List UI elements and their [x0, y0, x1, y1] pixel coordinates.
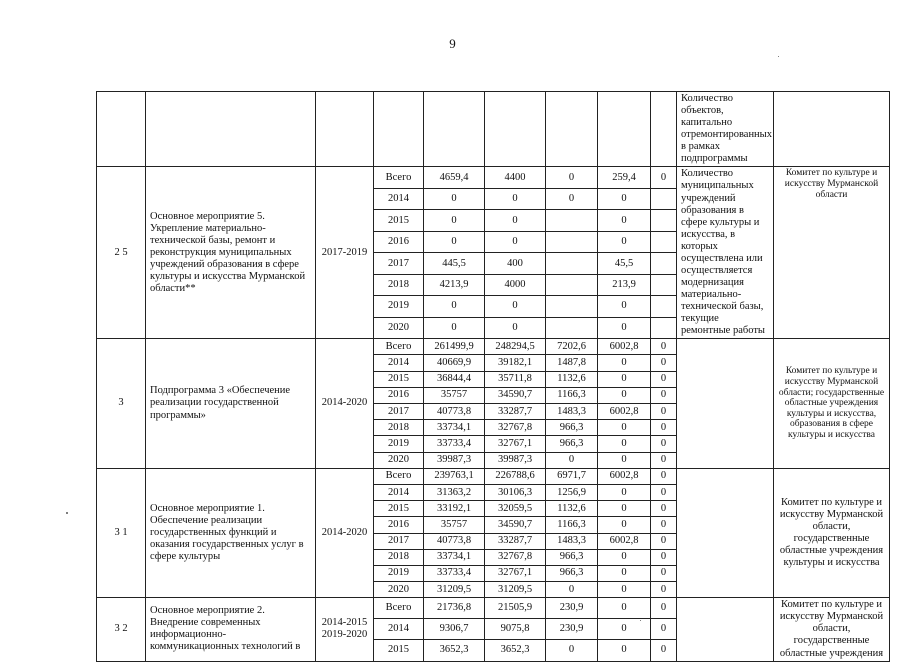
total-cell: 239763,1 [424, 468, 485, 484]
regional-budget-cell: 0 [546, 640, 598, 661]
federal-budget-cell: 30106,3 [485, 484, 546, 500]
total-cell: 0 [424, 210, 485, 231]
year-label: 2017 [374, 404, 424, 420]
table-row [97, 598, 890, 619]
total-cell: 36844,4 [424, 371, 485, 387]
regional-budget-cell [546, 296, 598, 317]
regional-budget-cell: 1483,3 [546, 404, 598, 420]
year-label: 2017 [374, 533, 424, 549]
row-number: 3 2 [97, 598, 146, 661]
total-cell: 40773,8 [424, 404, 485, 420]
executor: Комитет по культуре и искусству Мурманской области [774, 167, 890, 339]
regional-budget-cell: 1166,3 [546, 387, 598, 403]
local-budget-cell: 0 [598, 436, 651, 452]
local-budget-cell: 0 [598, 210, 651, 231]
local-budget-cell: 259,4 [598, 167, 651, 188]
local-budget-cell: 0 [598, 296, 651, 317]
local-budget-cell: 0 [598, 598, 651, 619]
federal-budget-cell: 21505,9 [485, 598, 546, 619]
regional-budget-cell: 0 [546, 167, 598, 188]
federal-budget-cell: 0 [485, 231, 546, 252]
other-funds-cell: 0 [651, 640, 677, 661]
federal-budget-cell: 34590,7 [485, 517, 546, 533]
federal-budget-cell: 32767,8 [485, 420, 546, 436]
regional-budget-cell: 966,3 [546, 565, 598, 581]
other-funds-cell [651, 231, 677, 252]
empty-cell [316, 92, 374, 167]
other-funds-cell: 0 [651, 371, 677, 387]
table-row [97, 167, 890, 188]
federal-budget-cell: 32767,1 [485, 436, 546, 452]
year-label: 2015 [374, 640, 424, 661]
year-label: 2019 [374, 565, 424, 581]
total-cell: 3652,3 [424, 640, 485, 661]
federal-budget-cell: 34590,7 [485, 387, 546, 403]
local-budget-cell: 6002,8 [598, 404, 651, 420]
regional-budget-cell [546, 253, 598, 274]
page-number: 9 [449, 36, 456, 51]
local-budget-cell: 0 [598, 355, 651, 371]
empty-cell [598, 92, 651, 167]
other-funds-cell: 0 [651, 387, 677, 403]
regional-budget-cell: 966,3 [546, 549, 598, 565]
regional-budget-cell [546, 274, 598, 295]
period: 2014-2020 [316, 468, 374, 598]
other-funds-cell [651, 317, 677, 338]
total-cell: 39987,3 [424, 452, 485, 468]
other-funds-cell: 0 [651, 452, 677, 468]
total-cell: 35757 [424, 517, 485, 533]
regional-budget-cell: 0 [546, 452, 598, 468]
table-row [97, 468, 890, 484]
local-budget-cell: 0 [598, 501, 651, 517]
other-funds-cell [651, 188, 677, 209]
year-label: 2018 [374, 420, 424, 436]
regional-budget-cell: 7202,6 [546, 339, 598, 355]
year-label: 2020 [374, 317, 424, 338]
total-cell: 40669,9 [424, 355, 485, 371]
year-label: Всего [374, 598, 424, 619]
other-funds-cell: 0 [651, 549, 677, 565]
regional-budget-cell: 1487,8 [546, 355, 598, 371]
other-funds-cell: 0 [651, 484, 677, 500]
total-cell: 445,5 [424, 253, 485, 274]
local-budget-cell: 0 [598, 484, 651, 500]
local-budget-cell: 0 [598, 565, 651, 581]
regional-budget-cell: 1166,3 [546, 517, 598, 533]
activity-name: Подпрограмма 3 «Обеспечение реализации государственной программы» [146, 339, 316, 469]
regional-budget-cell: 0 [546, 188, 598, 209]
regional-budget-cell: 230,9 [546, 598, 598, 619]
federal-budget-cell: 39987,3 [485, 452, 546, 468]
federal-budget-cell: 39182,1 [485, 355, 546, 371]
other-funds-cell: 0 [651, 598, 677, 619]
other-funds-cell [651, 296, 677, 317]
row-number: 3 [97, 339, 146, 469]
local-budget-cell: 0 [598, 231, 651, 252]
other-funds-cell [651, 274, 677, 295]
other-funds-cell [651, 253, 677, 274]
total-cell: 4659,4 [424, 167, 485, 188]
local-budget-cell: 45,5 [598, 253, 651, 274]
total-cell: 33733,4 [424, 565, 485, 581]
empty-cell [485, 92, 546, 167]
row-number: 3 1 [97, 468, 146, 598]
other-funds-cell: 0 [651, 404, 677, 420]
regional-budget-cell: 1483,3 [546, 533, 598, 549]
federal-budget-cell: 0 [485, 317, 546, 338]
federal-budget-cell: 226788,6 [485, 468, 546, 484]
other-funds-cell: 0 [651, 339, 677, 355]
federal-budget-cell: 33287,7 [485, 404, 546, 420]
federal-budget-cell: 248294,5 [485, 339, 546, 355]
federal-budget-cell: 32059,5 [485, 501, 546, 517]
year-label: 2018 [374, 274, 424, 295]
target-indicator-note [677, 339, 774, 469]
program-table [96, 91, 890, 662]
row-number: 2 5 [97, 167, 146, 339]
period: 2017-2019 [316, 167, 374, 339]
total-cell: 21736,8 [424, 598, 485, 619]
executor: Комитет по культуре и искусству Мурманской области, государственные областные учреждения культуры и искусства [774, 468, 890, 598]
year-label: 2017 [374, 253, 424, 274]
year-label: 2014 [374, 484, 424, 500]
year-label: 2014 [374, 619, 424, 640]
regional-budget-cell [546, 231, 598, 252]
local-budget-cell: 6002,8 [598, 339, 651, 355]
year-label: 2014 [374, 355, 424, 371]
year-label: 2014 [374, 188, 424, 209]
other-funds-cell: 0 [651, 619, 677, 640]
local-budget-cell: 0 [598, 517, 651, 533]
total-cell: 33733,4 [424, 436, 485, 452]
table-row [97, 92, 890, 167]
other-funds-cell: 0 [651, 468, 677, 484]
regional-budget-cell [546, 317, 598, 338]
period: 2014-2015 2019-2020 [316, 598, 374, 661]
empty-cell [774, 92, 890, 167]
total-cell: 33734,1 [424, 420, 485, 436]
empty-cell [651, 92, 677, 167]
year-label: 2016 [374, 231, 424, 252]
federal-budget-cell: 9075,8 [485, 619, 546, 640]
total-cell: 33734,1 [424, 549, 485, 565]
federal-budget-cell: 0 [485, 296, 546, 317]
total-cell: 40773,8 [424, 533, 485, 549]
total-cell: 31363,2 [424, 484, 485, 500]
federal-budget-cell: 4000 [485, 274, 546, 295]
regional-budget-cell: 1132,6 [546, 371, 598, 387]
local-budget-cell: 0 [598, 640, 651, 661]
other-funds-cell: 0 [651, 420, 677, 436]
federal-budget-cell: 32767,8 [485, 549, 546, 565]
federal-budget-cell: 31209,5 [485, 582, 546, 598]
federal-budget-cell: 32767,1 [485, 565, 546, 581]
empty-cell [546, 92, 598, 167]
other-funds-cell: 0 [651, 167, 677, 188]
local-budget-cell: 6002,8 [598, 468, 651, 484]
total-cell: 0 [424, 188, 485, 209]
activity-name: Основное мероприятие 1. Обеспечение реализации государственных функций и оказания государственных услуг в сфере культуры [146, 468, 316, 598]
other-funds-cell: 0 [651, 565, 677, 581]
regional-budget-cell [546, 210, 598, 231]
federal-budget-cell: 3652,3 [485, 640, 546, 661]
year-label: 2020 [374, 452, 424, 468]
local-budget-cell: 0 [598, 549, 651, 565]
other-funds-cell: 0 [651, 501, 677, 517]
total-cell: 0 [424, 296, 485, 317]
local-budget-cell: 0 [598, 371, 651, 387]
total-cell: 31209,5 [424, 582, 485, 598]
empty-cell [374, 92, 424, 167]
total-cell: 35757 [424, 387, 485, 403]
executor: Комитет по культуре и искусству Мурманской области; государственные областные учреждения культуры и искусства, образования в сфере культуры и искусства [774, 339, 890, 469]
total-cell: 0 [424, 317, 485, 338]
empty-cell [424, 92, 485, 167]
scan-dot [778, 56, 779, 57]
other-funds-cell: 0 [651, 517, 677, 533]
target-indicator-note: Количество муниципальных учреждений образования в сфере культуры и искусства, в которых осуществлена или осуществляется модернизация материально-технической базы, текущие ремонтные работы [677, 167, 774, 339]
federal-budget-cell: 0 [485, 210, 546, 231]
local-budget-cell: 0 [598, 387, 651, 403]
regional-budget-cell: 966,3 [546, 436, 598, 452]
regional-budget-cell: 230,9 [546, 619, 598, 640]
year-label: 2016 [374, 517, 424, 533]
year-label: 2015 [374, 371, 424, 387]
table-row [97, 339, 890, 355]
regional-budget-cell: 1256,9 [546, 484, 598, 500]
local-budget-cell: 0 [598, 619, 651, 640]
federal-budget-cell: 33287,7 [485, 533, 546, 549]
federal-budget-cell: 0 [485, 188, 546, 209]
total-cell: 33192,1 [424, 501, 485, 517]
total-cell: 4213,9 [424, 274, 485, 295]
local-budget-cell: 0 [598, 582, 651, 598]
local-budget-cell: 0 [598, 188, 651, 209]
year-label: Всего [374, 468, 424, 484]
other-funds-cell [651, 210, 677, 231]
year-label: 2016 [374, 387, 424, 403]
year-label: Всего [374, 339, 424, 355]
year-label: 2019 [374, 296, 424, 317]
total-cell: 261499,9 [424, 339, 485, 355]
local-budget-cell: 0 [598, 452, 651, 468]
total-cell: 9306,7 [424, 619, 485, 640]
year-label: 2015 [374, 501, 424, 517]
empty-cell [97, 92, 146, 167]
target-indicator-note [677, 468, 774, 598]
scan-dot [640, 620, 641, 621]
other-funds-cell: 0 [651, 436, 677, 452]
executor: Комитет по культуре и искусству Мурманской области, государственные областные учреждения [774, 598, 890, 661]
regional-budget-cell: 0 [546, 582, 598, 598]
year-label: 2020 [374, 582, 424, 598]
regional-budget-cell: 966,3 [546, 420, 598, 436]
local-budget-cell: 0 [598, 420, 651, 436]
activity-name: Основное мероприятие 2. Внедрение современных информационно-коммуникационных технологий в [146, 598, 316, 661]
other-funds-cell: 0 [651, 355, 677, 371]
federal-budget-cell: 400 [485, 253, 546, 274]
other-funds-cell: 0 [651, 582, 677, 598]
year-label: 2018 [374, 549, 424, 565]
local-budget-cell: 6002,8 [598, 533, 651, 549]
empty-cell [146, 92, 316, 167]
total-cell: 0 [424, 231, 485, 252]
year-label: 2015 [374, 210, 424, 231]
activity-name: Основное мероприятие 5. Укрепление материально-технической базы, ремонт и реконструкция муниципальных учреждений образования в сфере культуры и искусства Мурманской области** [146, 167, 316, 339]
target-indicator-note: Количество объектов, капитально отремонтированных в рамках подпрограммы [677, 92, 774, 167]
year-label: 2019 [374, 436, 424, 452]
period: 2014-2020 [316, 339, 374, 469]
regional-budget-cell: 6971,7 [546, 468, 598, 484]
scan-dot [66, 512, 68, 514]
local-budget-cell: 0 [598, 317, 651, 338]
local-budget-cell: 213,9 [598, 274, 651, 295]
regional-budget-cell: 1132,6 [546, 501, 598, 517]
federal-budget-cell: 35711,8 [485, 371, 546, 387]
other-funds-cell: 0 [651, 533, 677, 549]
federal-budget-cell: 4400 [485, 167, 546, 188]
target-indicator-note [677, 598, 774, 661]
year-label: Всего [374, 167, 424, 188]
